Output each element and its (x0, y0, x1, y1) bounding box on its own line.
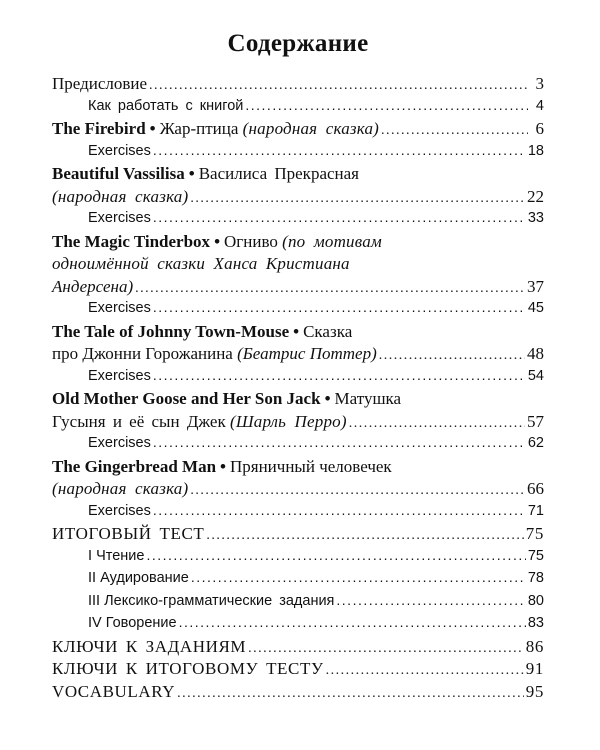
entry-label: Говорение (105, 615, 177, 631)
toc-entry-listening[interactable] (52, 569, 544, 592)
leader-dots (153, 502, 526, 518)
entry-label: Предисловие (52, 74, 148, 93)
entry-label: КЛЮЧИ К ИТОГОВОМУ ТЕСТУ (52, 659, 324, 678)
bullet-separator: • (220, 456, 226, 476)
leader-dots (153, 142, 526, 158)
roman-numeral: I (88, 547, 93, 564)
roman-numeral: II (88, 570, 97, 586)
leader-dots (326, 663, 524, 679)
leader-dots (191, 569, 526, 585)
entry-title-en: The Tale of Johnny Town-Mouse (52, 321, 290, 341)
toc-entry-vassilisa-exercises[interactable] (52, 209, 544, 232)
entry-label: Чтение (96, 547, 145, 564)
toc-entry-johnny-title[interactable] (52, 322, 544, 345)
leader-dots (381, 123, 528, 139)
entry-label: Exercises (88, 300, 151, 316)
toc-entry-vocabulary[interactable] (52, 682, 544, 705)
toc-entry-preface[interactable] (52, 74, 544, 97)
leader-dots (206, 528, 523, 544)
toc-entry-tinderbox-line2[interactable] (52, 254, 544, 277)
leader-dots (153, 367, 526, 383)
leader-dots (190, 191, 525, 207)
entry-title-ru: Огниво (224, 231, 278, 251)
bullet-separator: • (188, 164, 195, 183)
leader-dots (146, 547, 525, 563)
page-number: 6 (535, 119, 544, 138)
entry-label: Exercises (88, 210, 151, 226)
page-number: 80 (527, 592, 544, 609)
leader-dots (135, 281, 525, 297)
entry-note: (народная сказка) (52, 479, 189, 498)
entry-label: Exercises (88, 502, 151, 519)
toc-entry-goose-title[interactable] (52, 389, 544, 412)
leader-dots (245, 97, 528, 113)
entry-label: Аудирование (100, 570, 189, 586)
page-number: 75 (525, 524, 544, 543)
leader-dots (149, 78, 528, 94)
entry-label: КЛЮЧИ К ЗАДАНИЯМ (52, 636, 247, 656)
page-number: 83 (527, 615, 544, 631)
entry-title-en: The Magic Tinderbox (52, 231, 211, 251)
leader-dots (336, 592, 525, 608)
toc-entry-lexgram[interactable] (52, 592, 544, 615)
page-number: 48 (527, 344, 544, 363)
page-number: 54 (527, 367, 544, 384)
entry-title-ru: Василиса Прекрасная (198, 164, 359, 183)
entry-note: (Шарль Перро) (230, 411, 347, 431)
toc-entry-gingerbread-title[interactable] (52, 457, 544, 480)
entry-title-ru: про Джонни Горожанина (52, 344, 233, 363)
toc-entry-vassilisa[interactable] (52, 187, 544, 210)
toc-entry-keys-tasks[interactable] (52, 637, 544, 660)
page-number: 37 (527, 276, 544, 296)
entry-title-ru: Пряничный человечек (229, 456, 392, 476)
entry-title-ru: Гусыня и её сын Джек (52, 411, 226, 431)
toc-entry-tinderbox-title[interactable] (52, 232, 544, 255)
entry-note: (народная сказка) (242, 119, 380, 138)
leader-dots (153, 299, 526, 315)
toc-entry-goose[interactable] (52, 412, 544, 435)
entry-note: (народная сказка) (52, 186, 189, 206)
bullet-separator: • (214, 231, 221, 251)
toc-entry-final-test[interactable] (52, 524, 544, 547)
toc-entry-gingerbread[interactable] (52, 479, 544, 502)
toc-entry-johnny-exercises[interactable] (52, 367, 544, 390)
roman-numeral: III (88, 592, 101, 609)
toc-entry-firebird[interactable] (52, 119, 544, 142)
entry-title-ru: Жар-птица (159, 119, 239, 138)
toc-entry-tinderbox[interactable] (52, 277, 544, 300)
page-number: 66 (527, 479, 544, 498)
page-number: 45 (527, 300, 544, 316)
bullet-separator: • (324, 389, 331, 408)
entry-label: Лексико-грамматические задания (104, 592, 335, 609)
toc-entry-reading[interactable] (52, 547, 544, 570)
leader-dots (179, 614, 526, 630)
leader-dots (190, 483, 525, 499)
toc-entry-vassilisa-title[interactable] (52, 164, 544, 187)
entry-title-en: Old Mother Goose and Her Son Jack (52, 389, 321, 408)
entry-title-ru: Матушка (334, 389, 402, 408)
toc-entry-speaking[interactable] (52, 614, 544, 637)
toc-entry-goose-exercises[interactable] (52, 434, 544, 457)
page-number: 33 (527, 210, 544, 226)
entry-label: Exercises (88, 435, 151, 451)
toc-entry-firebird-exercises[interactable] (52, 142, 544, 165)
leader-dots (153, 209, 526, 225)
entry-note: (Беатрис Поттер) (237, 344, 377, 363)
page-number: 78 (527, 570, 544, 586)
entry-label: Exercises (88, 142, 151, 159)
entry-title-en: The Gingerbread Man (52, 456, 217, 476)
entry-label: Как работать с книгой (88, 97, 244, 114)
entry-title-ru: Сказка (303, 321, 353, 341)
leader-dots (153, 434, 526, 450)
toc-entry-johnny[interactable] (52, 344, 544, 367)
page-number: 22 (527, 186, 544, 206)
page-number: 18 (527, 142, 544, 159)
page-number: 57 (527, 411, 544, 431)
page-number: 4 (535, 97, 544, 114)
entry-note: (по мотивам (282, 231, 382, 251)
page-number: 86 (525, 636, 544, 656)
entry-label: Exercises (88, 367, 151, 384)
page-number: 71 (527, 502, 544, 519)
bullet-separator: • (293, 321, 300, 341)
table-of-contents (52, 74, 544, 704)
toc-entry-keys-test[interactable] (52, 659, 544, 682)
leader-dots (177, 686, 524, 702)
page-number: 91 (525, 659, 544, 678)
entry-note: одноимённой сказки Ханса Кристиана (52, 254, 350, 273)
toc-entry-how-to[interactable] (52, 97, 544, 120)
entry-title-en: The Firebird (52, 119, 146, 138)
bullet-separator: • (149, 119, 156, 138)
entry-label: ИТОГОВЫЙ ТЕСТ (52, 524, 205, 543)
entry-title-en: Beautiful Vassilisa (52, 164, 185, 183)
page-number: 95 (525, 681, 544, 701)
leader-dots (248, 641, 524, 657)
entry-note: Андерсена) (52, 276, 134, 296)
page-number: 75 (527, 547, 544, 564)
toc-entry-tinderbox-exercises[interactable] (52, 299, 544, 322)
leader-dots (349, 416, 525, 432)
contents-page (52, 30, 544, 704)
roman-numeral: IV (88, 615, 102, 631)
page-title: Содержание (227, 30, 369, 57)
page-number: 3 (535, 74, 544, 93)
leader-dots (379, 348, 525, 364)
entry-label: VOCABULARY (52, 681, 176, 701)
page-number: 62 (527, 435, 544, 451)
toc-entry-gingerbread-exercises[interactable] (52, 502, 544, 525)
